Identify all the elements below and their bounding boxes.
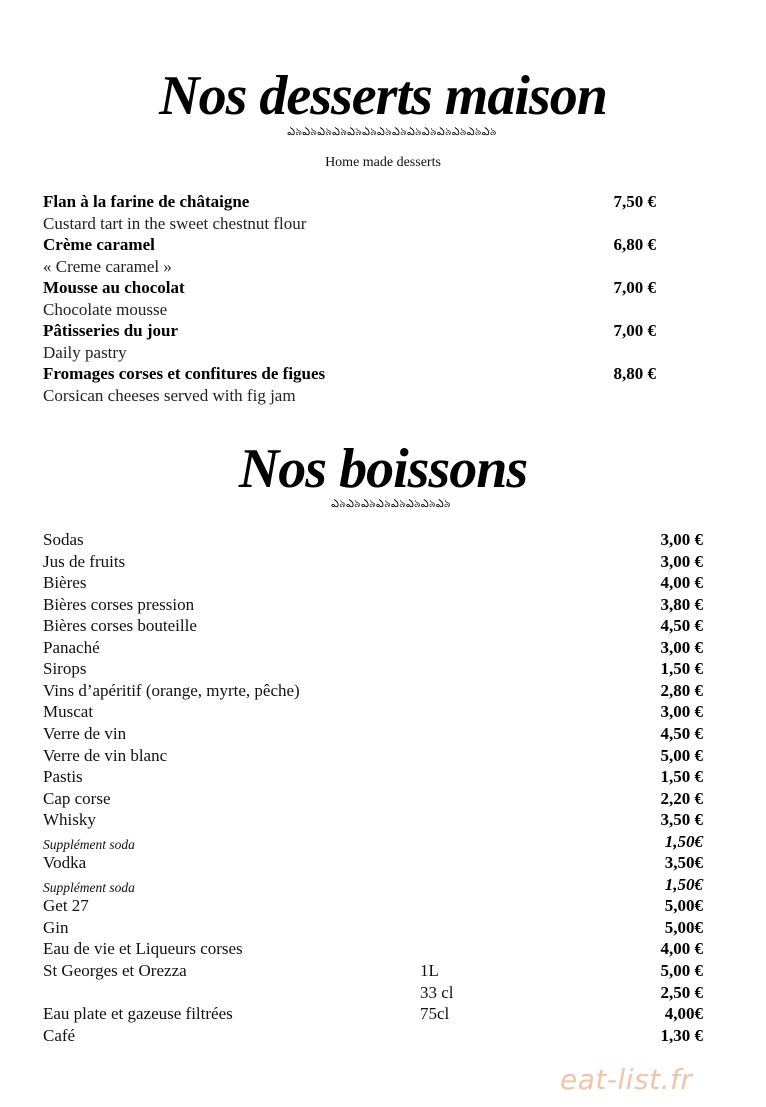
dessert-price: 7,00 €: [613, 321, 656, 340]
drink-name: St Georges et Orezza: [43, 961, 187, 980]
drink-quantity: 1L: [420, 961, 439, 980]
dessert-description: « Creme caramel »: [43, 257, 172, 276]
drink-supplement-label: Supplément soda: [43, 880, 135, 895]
drink-name: Jus de fruits: [43, 552, 126, 571]
drink-name: Cap corse: [43, 789, 111, 808]
drink-price: 5,00€: [664, 918, 703, 937]
drink-supplement-label: Supplément soda: [43, 837, 135, 852]
drink-name: Bières corses pression: [43, 595, 195, 614]
dessert-price: 6,80 €: [613, 235, 656, 254]
drink-name: Eau plate et gazeuse filtrées: [43, 1004, 233, 1023]
drink-price: 3,80 €: [660, 595, 703, 614]
drink-price: 1,30 €: [660, 1026, 703, 1045]
dessert-description: Corsican cheeses served with fig jam: [43, 386, 296, 405]
drink-price: 5,00€: [664, 896, 703, 915]
drink-price: 1,50€: [664, 832, 703, 851]
drink-price: 3,00 €: [660, 702, 703, 721]
drink-name: Sirops: [43, 659, 87, 678]
drink-name: Verre de vin: [43, 724, 127, 743]
drink-price: 2,20 €: [660, 789, 703, 808]
drink-price: 3,00 €: [660, 638, 703, 657]
drink-name: Vodka: [43, 853, 87, 872]
drink-price: 5,00 €: [660, 961, 703, 980]
drink-price: 3,00 €: [660, 552, 703, 571]
drink-name: Vins d’apéritif (orange, myrte, pêche): [43, 681, 300, 700]
drink-price: 3,50 €: [660, 810, 703, 829]
dessert-price: 7,00 €: [613, 278, 656, 297]
drinks-ornament-divider: ఎ৯ఎ৯ఎ৯ఎ৯ఎ৯ఎ৯ఎ৯ఎ৯: [331, 498, 451, 510]
drink-quantity: 75cl: [420, 1004, 450, 1023]
drink-price: 4,50 €: [660, 616, 703, 635]
dessert-description: Chocolate mousse: [43, 300, 168, 319]
drink-price: 1,50 €: [660, 659, 703, 678]
drink-name: Verre de vin blanc: [43, 746, 168, 765]
drink-name: Get 27: [43, 896, 89, 915]
drink-quantity: 33 cl: [420, 983, 454, 1002]
drink-price: 4,00 €: [660, 573, 703, 592]
drink-price: 4,00 €: [660, 939, 703, 958]
drink-name: Gin: [43, 918, 69, 937]
watermark-logo: eat-list.fr: [560, 1063, 693, 1096]
dessert-price: 7,50 €: [613, 192, 656, 211]
desserts-subtitle: Home made desserts: [325, 155, 441, 170]
drink-price: 3,50€: [664, 853, 703, 872]
drink-name: Panaché: [43, 638, 100, 657]
drink-price: 1,50€: [664, 875, 703, 894]
drink-name: Muscat: [43, 702, 94, 721]
dessert-description: Daily pastry: [43, 343, 127, 362]
dessert-description: Custard tart in the sweet chestnut flour: [43, 214, 307, 233]
drink-name: Bières corses bouteille: [43, 616, 197, 635]
drink-price: 2,50 €: [660, 983, 703, 1002]
desserts-title: Nos desserts maison: [159, 65, 607, 127]
drink-price: 4,00€: [664, 1004, 703, 1023]
drink-name: Café: [43, 1026, 76, 1045]
drink-price: 1,50 €: [660, 767, 703, 786]
dessert-name: Crème caramel: [43, 235, 155, 254]
drink-name: Pastis: [43, 767, 83, 786]
desserts-ornament-divider: ఎ৯ఎ৯ఎ৯ఎ৯ఎ৯ఎ৯ఎ৯ఎ৯ఎ৯ఎ৯ఎ৯ఎ৯ఎ৯ఎ৯: [287, 126, 497, 138]
drink-name: Eau de vie et Liqueurs corses: [43, 939, 243, 958]
drink-name: Whisky: [43, 810, 96, 829]
drink-name: Sodas: [43, 530, 84, 549]
dessert-name: Mousse au chocolat: [43, 278, 185, 297]
dessert-name: Pâtisseries du jour: [43, 321, 179, 340]
drink-price: 4,50 €: [660, 724, 703, 743]
drink-price: 2,80 €: [660, 681, 703, 700]
drinks-title: Nos boissons: [238, 438, 528, 500]
dessert-name: Flan à la farine de châtaigne: [43, 192, 250, 211]
drink-price: 5,00 €: [660, 746, 703, 765]
drink-price: 3,00 €: [660, 530, 703, 549]
dessert-price: 8,80 €: [613, 364, 656, 383]
dessert-name: Fromages corses et confitures de figues: [43, 364, 326, 383]
drink-name: Bières: [43, 573, 87, 592]
